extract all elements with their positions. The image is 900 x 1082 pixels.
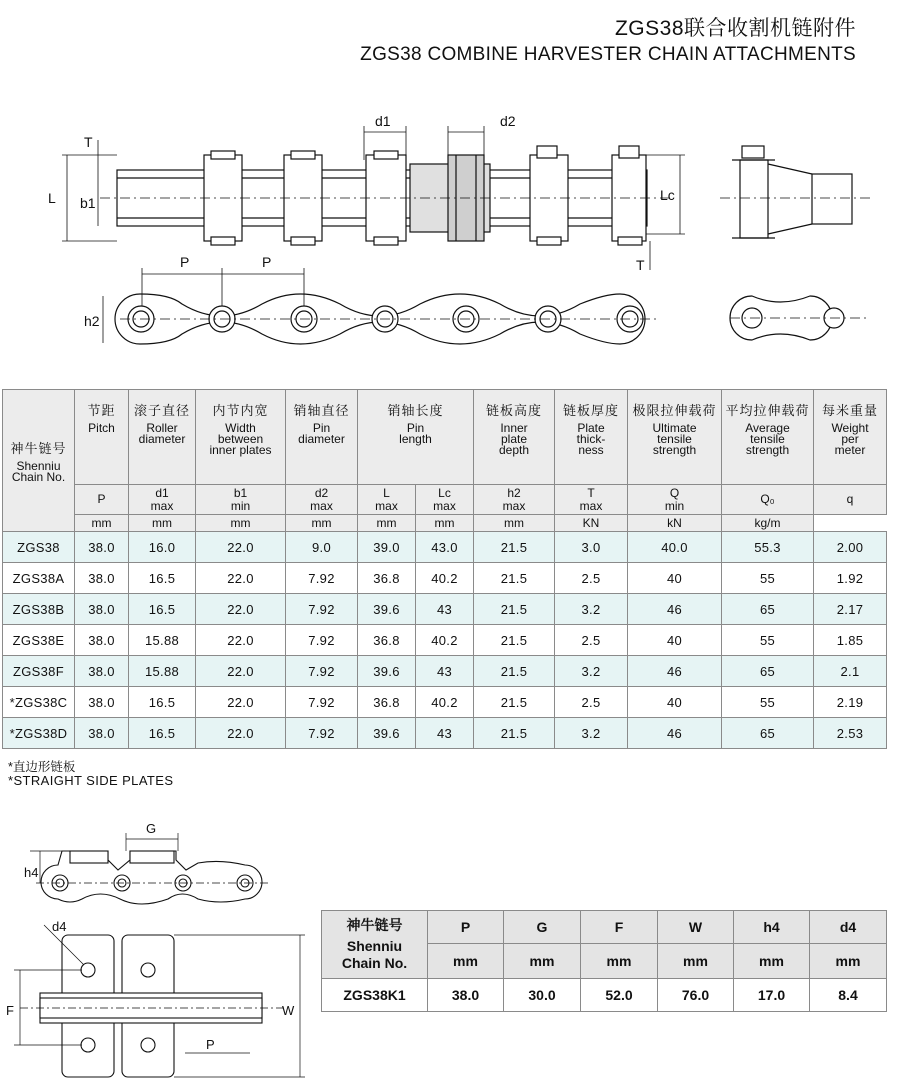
table-cell: 21.5 <box>474 563 555 594</box>
dim-label-F: F <box>6 1003 14 1018</box>
header-pin-diameter: 销轴直径 Pin diameter <box>286 390 358 485</box>
unit-cell: mm <box>286 515 358 532</box>
k1-cell: ZGS38K1 <box>322 979 428 1012</box>
note-en: *STRAIGHT SIDE PLATES <box>8 773 174 788</box>
table-cell: 40.0 <box>628 532 722 563</box>
dim-label-b1: b1 <box>80 195 96 211</box>
table-cell: *ZGS38D <box>3 718 75 749</box>
table-cell: 65 <box>722 656 814 687</box>
symbol-P: P <box>75 485 129 515</box>
table-row <box>3 625 887 656</box>
symbol-Q0: Q₀ <box>722 485 814 515</box>
table-cell: 21.5 <box>474 687 555 718</box>
table-cell: 16.5 <box>129 687 196 718</box>
dim-label-W: W <box>282 1003 295 1018</box>
symbol-d2: d2 max <box>286 485 358 515</box>
table-cell: ZGS38A <box>3 563 75 594</box>
table-cell: 46 <box>628 594 722 625</box>
table-cell: 2.5 <box>555 625 628 656</box>
table-cell: 40 <box>628 687 722 718</box>
unit-cell: mm <box>358 515 416 532</box>
table-cell: 38.0 <box>75 594 129 625</box>
k1-cell: 17.0 <box>734 979 810 1012</box>
table-cell: 2.5 <box>555 563 628 594</box>
table-cell: 3.2 <box>555 718 628 749</box>
table-cell: 39.6 <box>358 594 416 625</box>
table-cell: 22.0 <box>196 594 286 625</box>
table-cell: 40 <box>628 563 722 594</box>
k1-unit: mm <box>581 944 658 979</box>
unit-cell: kN <box>628 515 722 532</box>
k1-unit: mm <box>734 944 810 979</box>
dim-label-T-top: T <box>84 134 93 150</box>
table-cell: 38.0 <box>75 687 129 718</box>
table-row <box>3 687 887 718</box>
table-cell: 22.0 <box>196 718 286 749</box>
symbol-h2: h2 max <box>474 485 555 515</box>
table-row <box>3 532 887 563</box>
table-cell: 2.00 <box>814 532 887 563</box>
table-cell: 39.6 <box>358 718 416 749</box>
header-weight: 每米重量 Weight per meter <box>814 390 887 485</box>
header-pin-length: 销轴长度 Pin length <box>358 390 474 485</box>
header-ultimate-strength: 极限拉伸载荷 Ultimate tensile strength <box>628 390 722 485</box>
table-cell: 46 <box>628 656 722 687</box>
header-average-strength: 平均拉伸载荷 Average tensile strength <box>722 390 814 485</box>
unit-cell: mm <box>416 515 474 532</box>
table-cell: 22.0 <box>196 532 286 563</box>
table-cell: 2.1 <box>814 656 887 687</box>
symbol-b1: b1 min <box>196 485 286 515</box>
table-cell: 16.5 <box>129 594 196 625</box>
table-cell: 21.5 <box>474 594 555 625</box>
table-cell: 39.0 <box>358 532 416 563</box>
k1-cell: 30.0 <box>504 979 581 1012</box>
table-cell: 22.0 <box>196 687 286 718</box>
table-cell: 39.6 <box>358 656 416 687</box>
table-cell: 36.8 <box>358 563 416 594</box>
table-cell: ZGS38F <box>3 656 75 687</box>
table-cell: 7.92 <box>286 594 358 625</box>
dim-label-P1: P <box>180 254 190 270</box>
header-inner-plate: 链板高度 Inner plate depth <box>474 390 555 485</box>
table-cell: 38.0 <box>75 532 129 563</box>
k1-table <box>321 910 887 1012</box>
table-cell: 38.0 <box>75 563 129 594</box>
table-cell: 65 <box>722 718 814 749</box>
symbol-q: q <box>814 485 887 515</box>
unit-cell: mm <box>129 515 196 532</box>
table-cell: 9.0 <box>286 532 358 563</box>
dim-label-T-bottom: T <box>636 257 645 273</box>
table-cell: 40.2 <box>416 563 474 594</box>
table-cell: 55.3 <box>722 532 814 563</box>
header-chain-no: 神牛链号 Shenniu Chain No. <box>3 390 75 532</box>
table-cell: 21.5 <box>474 656 555 687</box>
table-cell: *ZGS38C <box>3 687 75 718</box>
table-cell: 3.2 <box>555 594 628 625</box>
table-cell: 7.92 <box>286 563 358 594</box>
table-cell: 36.8 <box>358 625 416 656</box>
k1-header-chain-no: 神牛链号 Shenniu Chain No. <box>322 911 428 979</box>
table-cell: 2.19 <box>814 687 887 718</box>
symbol-Lc: Lc max <box>416 485 474 515</box>
page-title-en: ZGS38 COMBINE HARVESTER CHAIN ATTACHMENTS <box>360 44 856 65</box>
table-cell: 2.17 <box>814 594 887 625</box>
symbol-d1: d1 max <box>129 485 196 515</box>
unit-cell: mm <box>474 515 555 532</box>
k1-cell: 76.0 <box>658 979 734 1012</box>
dim-label-h4: h4 <box>24 865 39 880</box>
table-cell: 65 <box>722 594 814 625</box>
table-cell: 40.2 <box>416 687 474 718</box>
page-title-cn: ZGS38联合收割机链附件 <box>614 17 856 40</box>
table-cell: 22.0 <box>196 563 286 594</box>
k1-row <box>322 979 887 1012</box>
table-cell: 46 <box>628 718 722 749</box>
table-cell: 38.0 <box>75 718 129 749</box>
k1-header-h4: h4 <box>734 911 810 944</box>
table-cell: 43 <box>416 718 474 749</box>
dim-label-d2: d2 <box>500 113 516 129</box>
table-cell: 3.2 <box>555 656 628 687</box>
symbol-L: L max <box>358 485 416 515</box>
k1-header-G: G <box>504 911 581 944</box>
table-cell: 40 <box>628 625 722 656</box>
table-cell: 21.5 <box>474 532 555 563</box>
table-cell: 15.88 <box>129 656 196 687</box>
table-cell: 16.0 <box>129 532 196 563</box>
table-cell: 1.92 <box>814 563 887 594</box>
k1-attachment-diagram <box>0 815 320 1080</box>
table-cell: 15.88 <box>129 625 196 656</box>
header-roller: 滚子直径 Roller diameter <box>129 390 196 485</box>
spec-table <box>2 389 887 749</box>
dim-label-d4: d4 <box>52 919 67 934</box>
k1-cell: 52.0 <box>581 979 658 1012</box>
table-cell: 43 <box>416 656 474 687</box>
dim-label-L: L <box>48 190 56 206</box>
dim-label-P-k1: P <box>206 1037 215 1052</box>
table-cell: 36.8 <box>358 687 416 718</box>
table-cell: 2.5 <box>555 687 628 718</box>
table-cell: 40.2 <box>416 625 474 656</box>
table-cell: 38.0 <box>75 656 129 687</box>
table-row <box>3 718 887 749</box>
symbol-T: T max <box>555 485 628 515</box>
header-width: 内节内宽 Width between inner plates <box>196 390 286 485</box>
table-cell: 7.92 <box>286 625 358 656</box>
k1-unit: mm <box>658 944 734 979</box>
k1-header-F: F <box>581 911 658 944</box>
header-pitch: 节距 Pitch <box>75 390 129 485</box>
table-cell: 55 <box>722 687 814 718</box>
unit-cell: mm <box>196 515 286 532</box>
chain-side-view-diagram <box>0 100 900 385</box>
table-cell: 7.92 <box>286 656 358 687</box>
dim-label-G: G <box>146 821 157 836</box>
k1-header-W: W <box>658 911 734 944</box>
units-row <box>3 515 887 532</box>
table-cell: ZGS38B <box>3 594 75 625</box>
symbol-Q: Q min <box>628 485 722 515</box>
dim-label-d1: d1 <box>375 113 391 129</box>
k1-unit: mm <box>810 944 887 979</box>
k1-header-P: P <box>428 911 504 944</box>
table-cell: 21.5 <box>474 625 555 656</box>
k1-cell: 38.0 <box>428 979 504 1012</box>
table-cell: 22.0 <box>196 625 286 656</box>
table-row <box>3 563 887 594</box>
table-row <box>3 594 887 625</box>
table-cell: 7.92 <box>286 687 358 718</box>
dim-label-Lc: Lc <box>660 187 675 203</box>
dim-label-h2: h2 <box>84 313 100 329</box>
k1-header-d4: d4 <box>810 911 887 944</box>
table-row <box>3 656 887 687</box>
note-cn: *直边形链板 <box>8 760 76 774</box>
k1-unit: mm <box>504 944 581 979</box>
table-cell: 16.5 <box>129 718 196 749</box>
table-cell: 55 <box>722 563 814 594</box>
table-cell: 16.5 <box>129 563 196 594</box>
k1-unit: mm <box>428 944 504 979</box>
dim-label-P2: P <box>262 254 272 270</box>
table-cell: 38.0 <box>75 625 129 656</box>
table-cell: 43 <box>416 594 474 625</box>
table-cell: 21.5 <box>474 718 555 749</box>
table-cell: 7.92 <box>286 718 358 749</box>
table-cell: 22.0 <box>196 656 286 687</box>
unit-cell: KN <box>555 515 628 532</box>
unit-cell: kg/m <box>722 515 814 532</box>
unit-cell: mm <box>75 515 129 532</box>
table-cell: 55 <box>722 625 814 656</box>
header-plate-thickness: 链板厚度 Plate thick- ness <box>555 390 628 485</box>
table-cell: ZGS38E <box>3 625 75 656</box>
table-cell: ZGS38 <box>3 532 75 563</box>
table-cell: 1.85 <box>814 625 887 656</box>
table-cell: 2.53 <box>814 718 887 749</box>
table-cell: 3.0 <box>555 532 628 563</box>
table-cell: 43.0 <box>416 532 474 563</box>
k1-cell: 8.4 <box>810 979 887 1012</box>
